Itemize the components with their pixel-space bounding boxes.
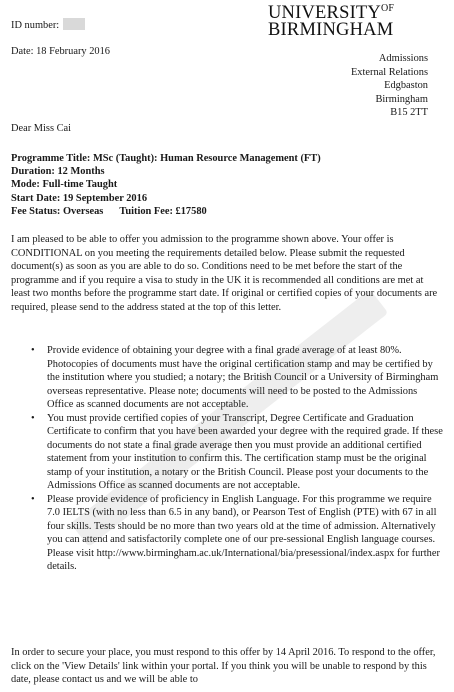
redaction-box [63,18,85,30]
programme-duration: Duration: 12 Months [11,166,105,178]
conditions-list [11,344,443,574]
fee-status: Fee Status: Overseas [11,205,104,217]
programme-fees [11,205,321,218]
programme-title: Programme Title: MSc (Taught): Human Resource Management (FT) [11,153,321,164]
id-number-label: ID number: [11,20,60,31]
condition-text: You must provide certified copies of your Transcript, Degree Certificate and Graduation Certificate to confirm that you have been awarded your degree with the required grade. If these documents do not state a final grade average then you must provide an additional certified statement from your institution to confirm this. The certification stamp must be the original stamp of your institution, a notary or the British Council. Please post your documents to the Admissions Office as scanned documents are not acceptable. [47,412,443,491]
address-line: External Relations [350,66,428,78]
programme-details [11,152,321,218]
condition-item [11,412,443,493]
id-number-line [11,18,85,33]
address-line: Birmingham [375,93,428,105]
bullet-icon: • [31,493,35,505]
condition-item [11,493,443,574]
closing-paragraph: In order to secure your place, you must respond to this offer by 14 April 2016. To respond to the offer, click on the 'View Details' link within your portal. If you think you will be unable to respond by this date, please contact us and we will be able to [11,647,436,685]
condition-text: Please provide evidence of proficiency in English Language. For this programme we require 7.0 IELTS (with no less than 6.5 in any band), or Pearson Test of English (PTE) with 67 in all four skills. Tests should be no more than two years old at the time of admission. Alternatively you can attend and satisfactorily complete one of our pre-sessional English language courses. Please visit http://www.birmingham.ac.uk/International/bia/presessional/index.aspx for further details. [47,493,440,572]
logo-line-1: $UNIVERSITY^{OF}$ [268,3,395,24]
condition-text: Provide evidence of obtaining your degree with a final grade average of at least 80%. Photocopies of documents must have the original certification stamp and may be certified by the institution where you studied; a notary; the British Council or a University of Birmingham overseas representative. Please note; documents will need to be posted to the Admissions Office as scanned documents are not acceptable. [47,345,439,410]
programme-mode: Mode: Full-time Taught [11,179,118,191]
condition-item [11,344,443,412]
address-line: Admissions [378,53,428,64]
bullet-icon: • [31,345,35,356]
intro-paragraph: I am pleased to be able to offer you admission to the programme shown above. Your offer is CONDITIONAL on you meeting the requirements detailed below. Please submit the requested document(s) as soon as you are able to do so. Conditions need to be met before the start of the programme and if you require a visa to study in the UK it is recommended all conditions are met at least two months before the programme start date. If original or certified copies of your documents are required, please send to the address stated at the top of this letter. [11,234,438,313]
address-line: Edgbaston [384,80,428,92]
tuition-fee: Tuition Fee: £17580 [119,205,207,217]
university-logo [268,0,454,39]
address-line: B15 2TT [390,107,428,119]
logo-line-2: BIRMINGHAM [268,20,394,41]
letter-date: Date: 18 February 2016 [11,46,110,57]
bullet-icon: • [31,412,35,424]
programme-start-date: Start Date: 19 September 2016 [11,192,148,204]
salutation: Dear Miss Cai [11,123,72,134]
logo-of: OF [381,3,395,14]
sender-address [351,52,428,120]
